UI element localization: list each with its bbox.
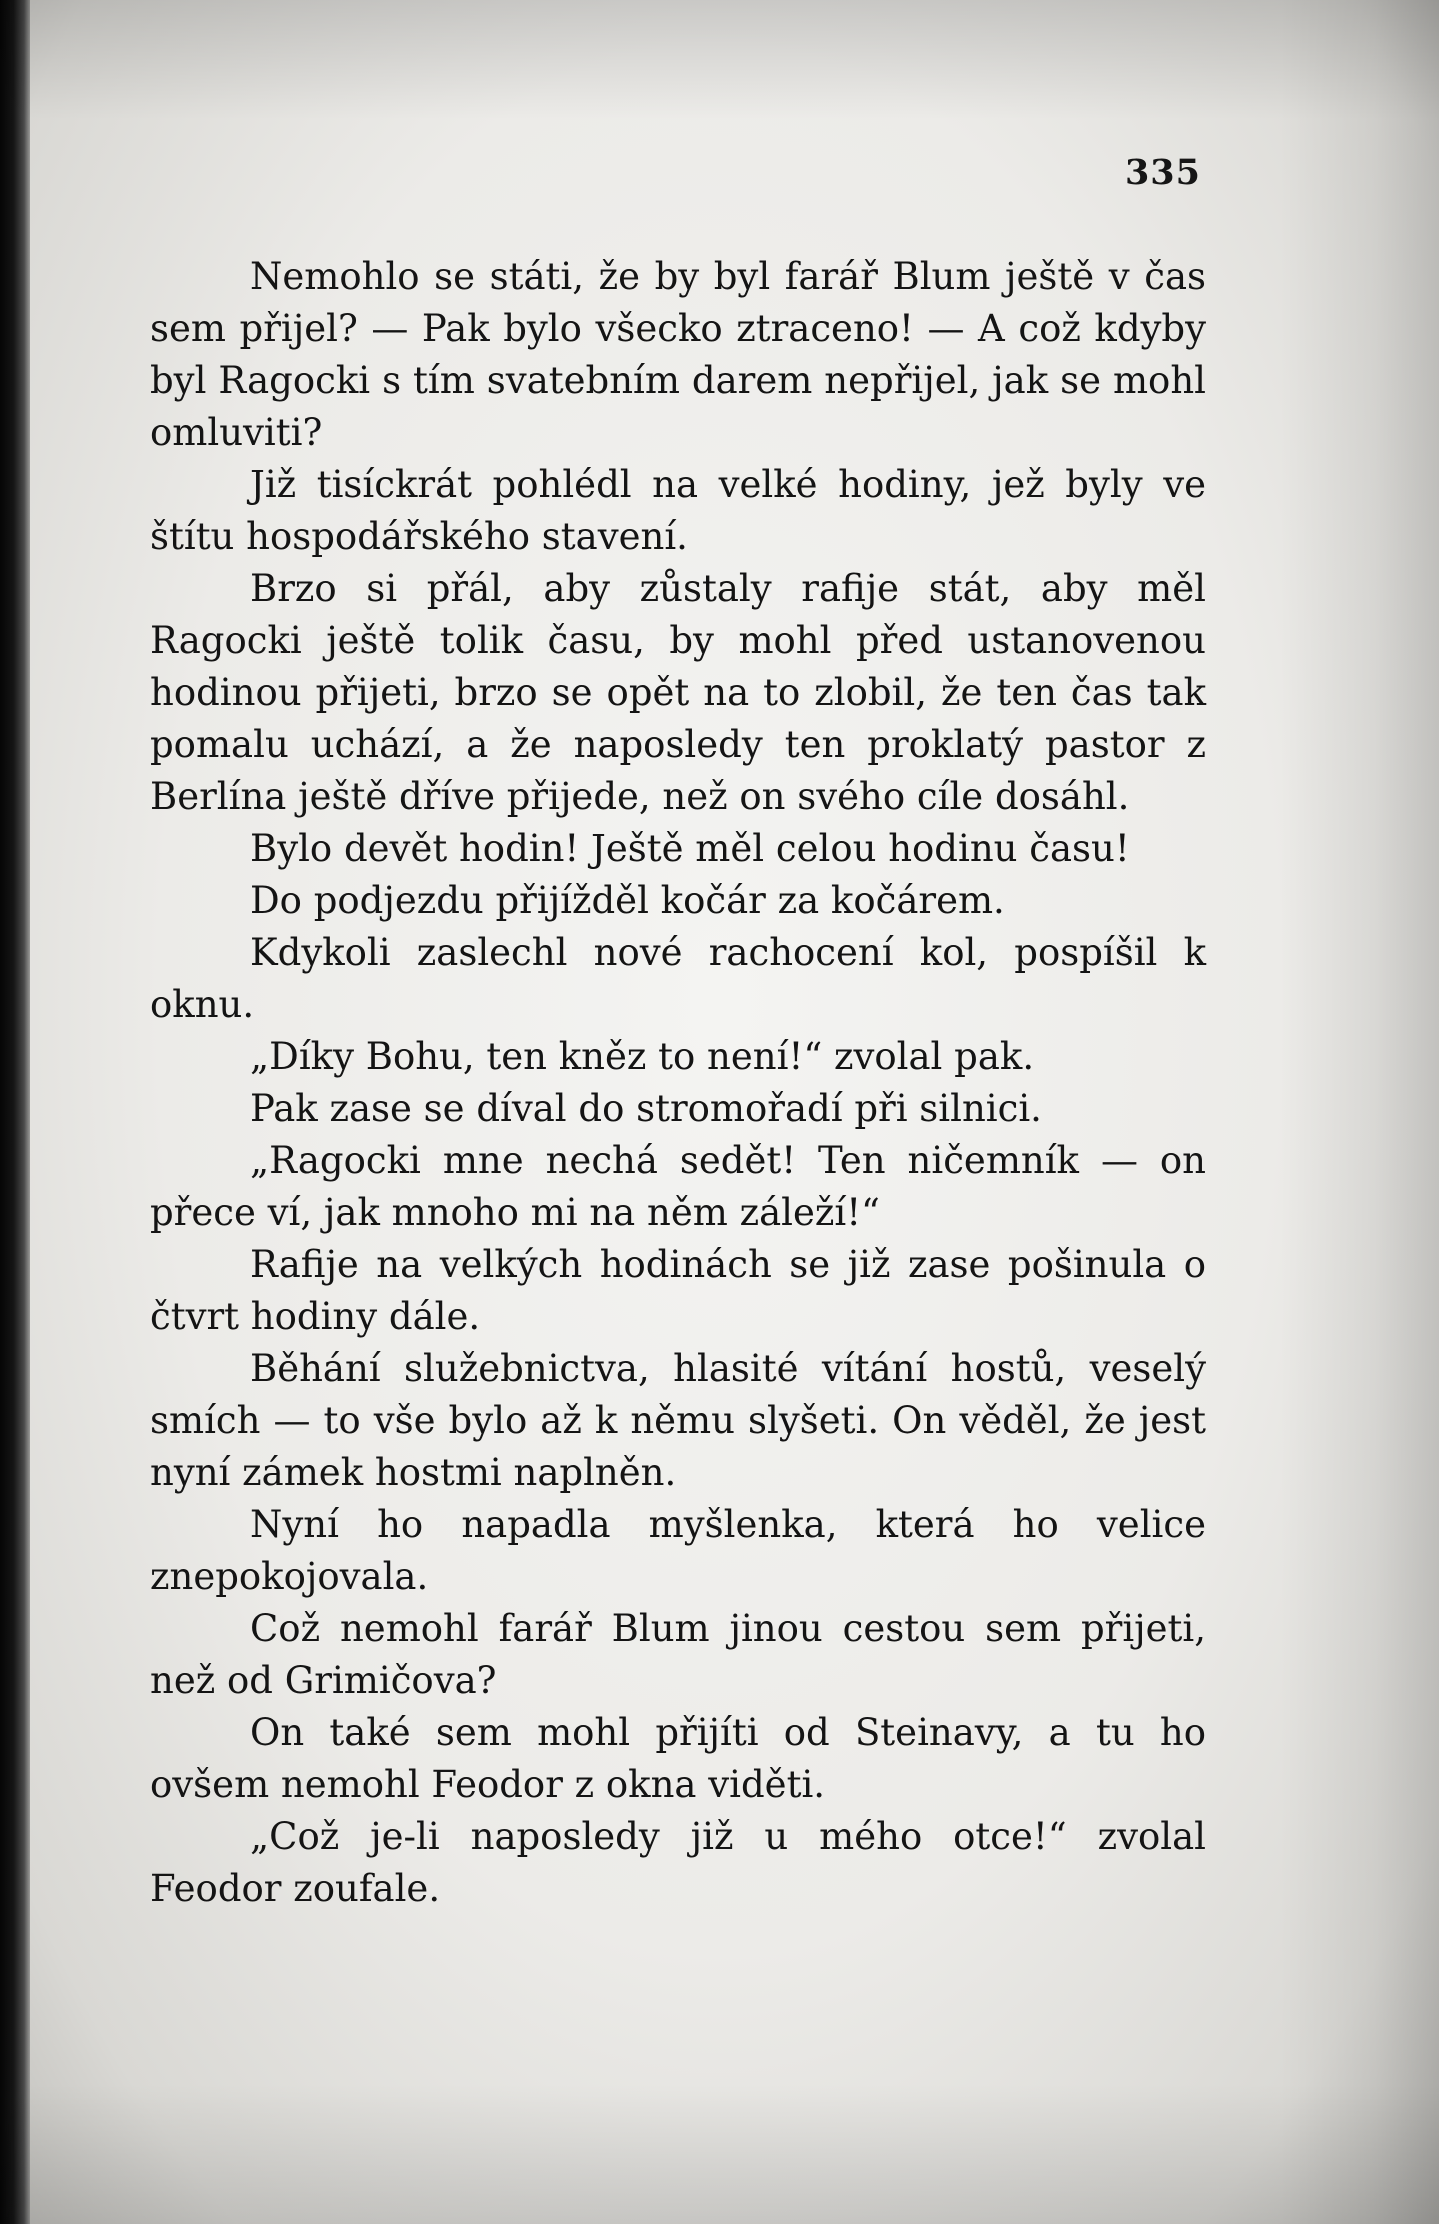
top-shade [0,0,1439,120]
paragraph: Rafije na velkých hodinách se již zase pošinula o čtvrt hodiny dále. [150,1243,1206,1338]
edge-shade [1279,0,1439,2224]
paragraph: Nyní ho napadla myšlenka, která ho velice znepokojovala. [150,1503,1206,1598]
paragraph: Bylo devět hodin! Ještě měl celou hodinu času! [250,827,1130,870]
paragraph: Kdykoli zaslechl nové rachocení kol, pospíšil k oknu. [150,931,1206,1026]
bottom-shade [0,2084,1439,2224]
paragraph: Pak zase se díval do stromořadí při silnici. [250,1087,1042,1130]
paragraph: „Ragocki mne nechá sedět! Ten ničemník — on přece ví, jak mnoho mi na něm záleží!“ [150,1139,1206,1234]
paragraph: Již tisíckrát pohlédl na velké hodiny, jež byly ve štítu hospodářského stavení. [150,463,1206,558]
paragraph: Což nemohl farář Blum jinou cestou sem přijeti, než od Grimičova? [150,1607,1206,1702]
paragraph: „Díky Bohu, ten kněz to není!“ zvolal pak. [250,1035,1035,1078]
page-number: 335 [1124,152,1201,193]
paragraph: Brzo si přál, aby zůstaly rafije stát, aby měl Ragocki ještě tolik času, by mohl před ustanovenou hodinou přijeti, brzo se opět na to zlobil, že ten čas tak pomalu uchází, a že naposledy ten proklatý pastor z Berlína ještě dříve přijede, než on svého cíle dosáhl. [150,567,1206,818]
paragraph: Běhání služebnictva, hlasité vítání hostů, veselý smích — to vše bylo až k němu slyšeti. On věděl, že jest nyní zámek hostmi naplněn. [150,1347,1206,1494]
paragraph: Do podjezdu přijížděl kočár za kočárem. [250,879,1005,922]
paragraph: „Což je-li naposledy již u mého otce!“ zvolal Feodor zoufale. [150,1815,1206,1910]
paragraph: Nemohlo se státi, že by byl farář Blum ještě v čas sem přijel? — Pak bylo všecko ztraceno! — A což kdyby byl Ragocki s tím svatebním darem nepřijel, jak se mohl omluviti? [150,255,1206,454]
paragraph: On také sem mohl přijíti od Steinavy, a tu ho ovšem nemohl Feodor z okna viděti. [150,1711,1206,1806]
book-spine-shadow [0,0,30,2224]
body-text [150,251,1206,1915]
